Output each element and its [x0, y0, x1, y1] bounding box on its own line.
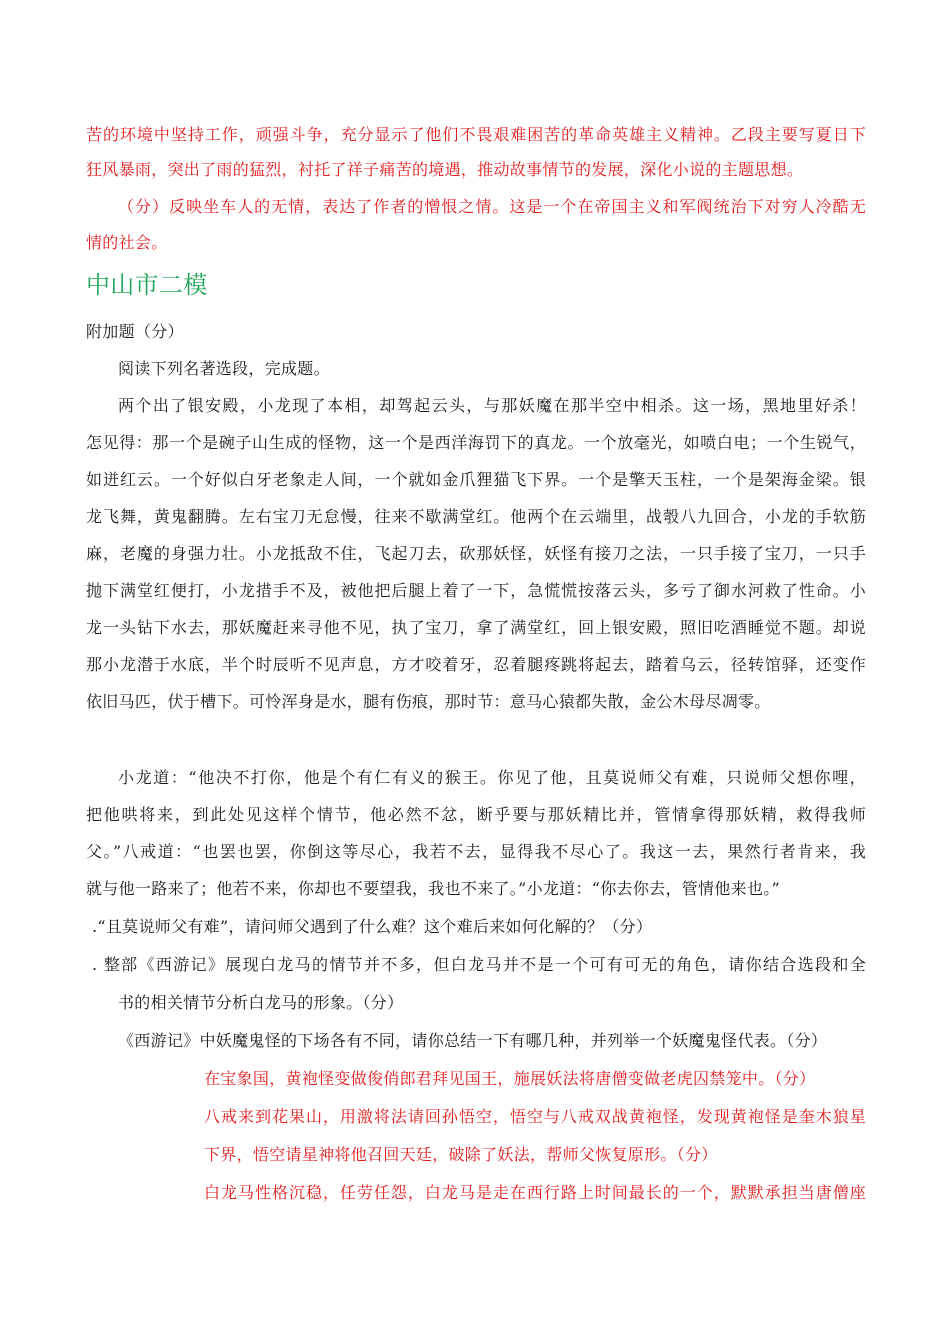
reading-instruction: 阅读下列名著选段，完成题。: [118, 359, 330, 378]
passage1-line: 怎见得：那一个是碗子山生成的怪物，这一个是西洋海罚下的真龙。一个放毫光，如喷白电；一个生锐气，: [86, 433, 866, 452]
answer-bottom-line: 八戒来到花果山，用激将法请回孙悟空，悟空与八戒双战黄袍怪，发现黄袍怪是奎木狼星: [204, 1107, 866, 1126]
question-1: .“且莫说师父有难”，请问师父遇到了什么难？这个难后来如何化解的？（分）: [92, 917, 653, 936]
passage1-line: 龙飞舞，黄鬼翻腾。左右宝刀无怠慢，往来不歇满堂红。他两个在云端里，战彀八九回合，小龙的手软筋: [86, 507, 866, 526]
passage1-line: 抛下满堂红便打，小龙措手不及，被他把后腿上着了一下，急慌慌按落云头，多亏了御水河救了性命。小: [86, 581, 866, 600]
bonus-question-label: 附加题（分）: [86, 322, 184, 341]
question-2-line-1: . 整部《西游记》展现白龙马的情节并不多，但白龙马并不是一个可有可无的角色，请你结合选段和全: [92, 955, 866, 974]
passage2-line: 就与他一路来了；他若不来，你却也不要望我，我也不来了。”小龙道：“你去你去，管情他来也。”: [86, 879, 781, 898]
question-2-line-2: 书的相关情节分析白龙马的形象。（分）: [118, 993, 404, 1012]
passage2-line: 把他哄将来，到此处见这样个情节，他必然不忿，断乎要与那妖精比并，管情拿得那妖精，救得我师: [86, 805, 866, 824]
passage1-line: 麻，老魔的身强力壮。小龙抵敌不住，飞起刀去，砍那妖怪，妖怪有接刀之法，一只手接了宝刀，一只手: [86, 544, 866, 563]
passage1-line: 如迸红云。一个好似白牙老象走人间，一个就如金爪狸猫飞下界。一个是擎天玉柱，一个是架海金梁。银: [86, 470, 866, 489]
answer-top-line-1: 苦的环境中坚持工作，顽强斗争，充分显示了他们不畏艰难困苦的革命英雄主义精神。乙段主要写夏日下: [86, 125, 866, 144]
passage1-line: 那小龙潜于水底，半个时辰听不见声息，方才咬着牙，忍着腿疼跳将起去，踏着乌云，径转馆驿，还变作: [86, 655, 866, 674]
answer-bottom-line: 在宝象国，黄袍怪变做俊俏郎君拜见国王，施展妖法将唐僧变做老虎囚禁笼中。（分）: [204, 1069, 816, 1088]
answer-bottom-line: 白龙马性格沉稳，任劳任怨，白龙马是走在西行路上时间最长的一个，默默承担当唐僧座: [204, 1183, 866, 1202]
passage2-line: 父。”八戒道：“也罢也罢，你倒这等尽心，我若不去，显得我不尽心了。我这一去，果然行者肯来，我: [86, 842, 866, 861]
passage1-line: 两个出了银安殿，小龙现了本相，却驾起云头，与那妖魔在那半空中相杀。这一场，黑地里好杀！: [118, 396, 866, 415]
answer-top-line-4: 情的社会。: [86, 233, 168, 252]
answer-bottom-line: 下界，悟空请星神将他召回天廷，破除了妖法，帮师父恢复原形。（分）: [204, 1145, 718, 1164]
question-3: 《西游记》中妖魔鬼怪的下场各有不同，请你总结一下有哪几种，并列举一个妖魔鬼怪代表。（分）: [118, 1031, 828, 1050]
answer-top-line-3: （分）反映坐车人的无情，表达了作者的憎恨之情。这是一个在帝国主义和军阀统治下对穷人冷酷无: [118, 197, 866, 216]
section-title: 中山市二模: [86, 271, 208, 299]
passage2-line: 小龙道：“他决不打你，他是个有仁有义的猴王。你见了他，且莫说师父有难，只说师父想你哩，: [118, 768, 866, 787]
passage1-line: 依旧马匹，伏于槽下。可怜浑身是水，腿有伤痕，那时节：意马心猿都失散，金公木母尽凋零。: [86, 692, 771, 711]
passage1-line: 龙一头钻下水去，那妖魔赶来寻他不见，执了宝刀，拿了满堂红，回上银安殿，照旧吃酒睡觉不题。却说: [86, 618, 866, 637]
answer-top-line-2: 狂风暴雨，突出了雨的猛烈，衬托了祥子痛苦的境遇，推动故事情节的发展，深化小说的主题思想。: [86, 160, 804, 179]
